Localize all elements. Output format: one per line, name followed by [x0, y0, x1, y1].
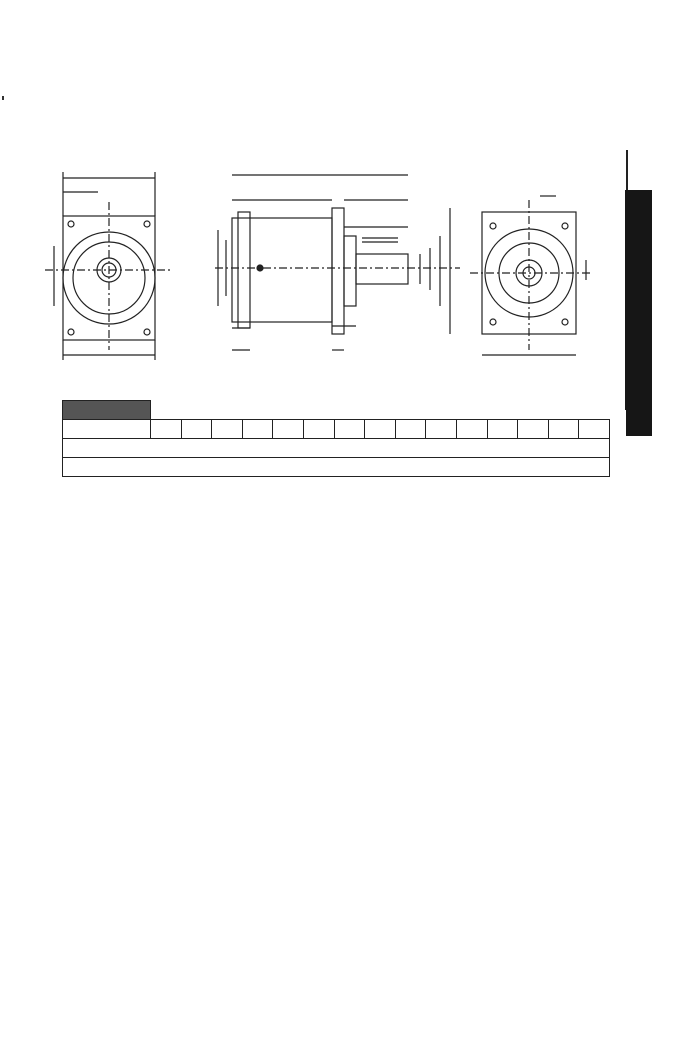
- stage-cell: [395, 420, 426, 439]
- page-number: [626, 410, 652, 436]
- stage-cell: [426, 420, 457, 439]
- stage-cell: [212, 420, 243, 439]
- stage-cell: [242, 420, 273, 439]
- rear-view: [470, 196, 590, 355]
- stage-cell: [273, 420, 304, 439]
- stage-cell: [456, 420, 487, 439]
- side-rule: [626, 150, 628, 190]
- spec-table: [62, 400, 610, 477]
- side-view: [215, 175, 460, 350]
- page-edge-mark: [2, 96, 4, 100]
- model-header-spacer: [151, 401, 610, 420]
- stage-cell: [365, 420, 396, 439]
- stage-cell: [334, 420, 365, 439]
- side-tab: [625, 190, 652, 410]
- table-row-stages: [63, 420, 610, 439]
- technical-drawing: [0, 150, 620, 380]
- input-section-title: [63, 458, 610, 477]
- product-model-header: [63, 401, 151, 420]
- stage-cell: [303, 420, 334, 439]
- output-section-title: [63, 439, 610, 458]
- table-row-model: [63, 401, 610, 420]
- front-view: [45, 172, 172, 360]
- stage-cell: [181, 420, 212, 439]
- stage-cell: [151, 420, 182, 439]
- stage-cell: [487, 420, 518, 439]
- stage-cell: [579, 420, 610, 439]
- stage-cell: [518, 420, 549, 439]
- stage-cell: [548, 420, 579, 439]
- stage-label: [63, 420, 151, 439]
